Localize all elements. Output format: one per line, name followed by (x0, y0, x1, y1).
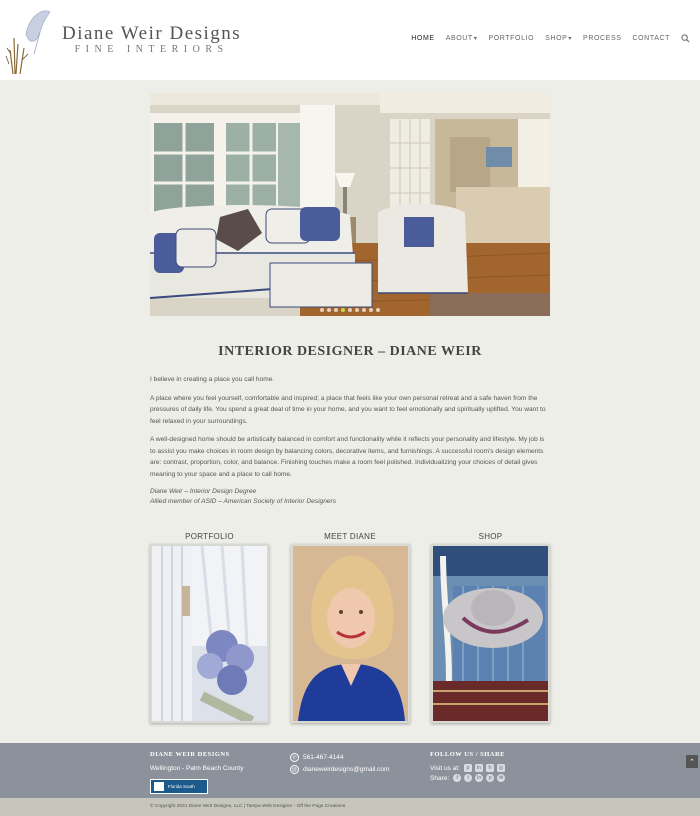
intro-paragraph: I believe in creating a place you call home. (150, 376, 275, 383)
card-portfolio[interactable] (150, 532, 269, 723)
brand-title: Diane Weir Designs (62, 23, 242, 44)
nav-process[interactable] (583, 35, 621, 42)
houzz-icon[interactable]: h (486, 764, 494, 772)
nav-about[interactable] (446, 35, 478, 42)
footer-company (150, 751, 243, 794)
share-label: Share: (430, 774, 450, 782)
footer-contact (290, 753, 389, 777)
email-share-icon[interactable]: ✉ (499, 775, 504, 781)
chevron-down-icon: ▾ (568, 36, 573, 42)
hero-slider[interactable] (150, 93, 550, 316)
badge-text: Florida South (168, 784, 195, 789)
twitter-share-icon[interactable]: t (464, 774, 472, 782)
nav-label: HOME (411, 35, 435, 42)
feature-cards (150, 532, 550, 723)
share-row (430, 774, 508, 782)
page-title: INTERIOR DESIGNER – DIANE WEIR (218, 344, 482, 359)
visit-label: Visit us at: (430, 764, 460, 772)
card-label: SHOP (478, 532, 503, 541)
slider-dot[interactable] (348, 308, 352, 312)
slider-dot[interactable] (341, 308, 345, 312)
nav-label: PORTFOLIO (488, 35, 535, 42)
body-paragraph: A place where you feel yourself, comfortable and inspired; a place that feels like your own personal retreat and a safe haven from the pressures of daily life. You spend a great deal of time in your home, and you want to feel emotionally and spiritually uplifted. You want to feel relaxed in your surroundings. (150, 394, 546, 425)
instagram-icon[interactable]: ◎ (498, 765, 504, 771)
footer-social (430, 751, 508, 784)
slider-dot[interactable] (376, 308, 380, 312)
slider-dot[interactable] (320, 308, 324, 312)
slider-dot[interactable] (334, 308, 338, 312)
nav-label: ABOUT (445, 35, 473, 42)
chevron-up-icon: ⌃ (689, 758, 695, 766)
back-to-top-button[interactable] (686, 755, 698, 768)
copyright-bar (0, 798, 700, 816)
pinterest-share-icon[interactable]: p (486, 774, 494, 782)
asid-logo-icon (154, 782, 164, 791)
brand-subtitle: FINE INTERIORS (74, 44, 229, 55)
visit-row (430, 764, 508, 772)
nav-label: PROCESS (583, 35, 622, 42)
footer-follow-heading: FOLLOW US / SHARE (430, 751, 506, 758)
nav-label: CONTACT (632, 35, 670, 42)
search-icon[interactable] (681, 34, 690, 43)
footer-company-heading: DIANE WEIR DESIGNS (150, 751, 230, 758)
main-nav (411, 34, 690, 43)
slider-dot[interactable] (327, 308, 331, 312)
portfolio-image[interactable] (150, 544, 269, 723)
living-room-photo (150, 93, 550, 316)
card-shop[interactable] (431, 532, 550, 723)
slider-dot[interactable] (355, 308, 359, 312)
slider-dots (150, 308, 550, 312)
card-meet-diane[interactable] (291, 532, 410, 723)
email-text: dianeweirdesigns@gmail.com (303, 766, 390, 773)
card-label: PORTFOLIO (185, 532, 234, 541)
footer-phone[interactable] (290, 753, 389, 762)
slider-dot[interactable] (369, 308, 373, 312)
florida-south-badge[interactable] (150, 779, 208, 794)
body-paragraph: A well-designed home should be artistically balanced in comfort and functionality while it reflects your personality and lifestyle. My job is to assist you make choices in room design by balancing colors, decorative items, and furnishings. A successful room's design elements are: contrast, proportion, color, and balance. Finishing touches make a room feel polished. Individualizing your choices of detail gives meaning to your space and a place to call home. (150, 436, 545, 478)
linkedin-icon[interactable]: in (476, 765, 482, 771)
phone-icon: ✆ (290, 753, 299, 762)
linkedin-share-icon[interactable]: in (476, 775, 482, 781)
shop-image[interactable] (431, 544, 550, 723)
credential-line: Allied member of ASID – American Society of Interior Designers (150, 498, 337, 505)
heron-logo-icon (4, 4, 56, 76)
email-icon: @ (291, 766, 298, 773)
credential-line: Diane Weir – Interior Design Degree (150, 488, 257, 495)
site-header (0, 0, 700, 80)
main-content (150, 344, 550, 507)
footer-location: Wellington - Palm Beach County (150, 765, 244, 772)
facebook-share-icon[interactable]: f (453, 774, 461, 782)
copyright-text: © Copyright 2021 Diane Weir Designs, LLC | Tampa Web Designer - Off the Page Creations (150, 804, 346, 809)
nav-home[interactable] (411, 35, 434, 42)
pinterest-icon[interactable]: p (464, 764, 472, 772)
site-footer (0, 743, 700, 798)
nav-label: SHOP (545, 35, 568, 42)
card-label: MEET DIANE (324, 532, 376, 541)
nav-contact[interactable] (632, 35, 670, 42)
diane-portrait-image[interactable] (291, 544, 410, 723)
phone-text: 561-467-4144 (303, 754, 344, 761)
nav-shop[interactable] (545, 35, 572, 42)
site-logo[interactable] (4, 4, 241, 76)
chevron-down-icon: ▾ (473, 36, 478, 42)
nav-portfolio[interactable] (488, 35, 534, 42)
slider-dot[interactable] (362, 308, 366, 312)
footer-email[interactable] (290, 765, 389, 774)
